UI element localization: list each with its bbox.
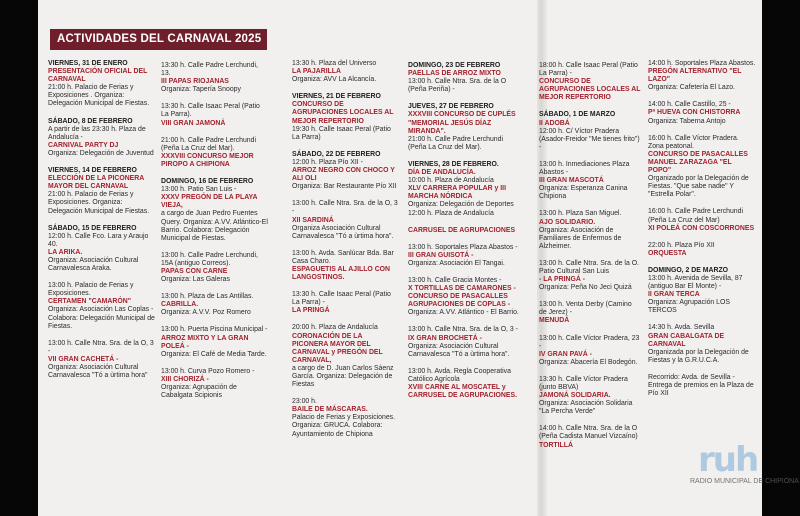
event-date: SÁBADO, 8 DE FEBRERO [48,117,133,125]
event-title: LA ARIKA. [48,248,83,256]
event-entry [408,368,520,400]
event-date: VIERNES, 31 DE ENERO [48,60,128,67]
event-details: 10:00 h. Plaza de Andalucía [408,177,494,185]
event-details: A partir de las 23:30 h. Plaza de Andalucía - [48,125,146,141]
event-details: 21:00 h. Calle Padre Lerchundi (Peña La Cruz del Mar). [161,136,257,152]
event-title: PREGÓN ALTERNATIVO "EL LAZO" [648,68,742,84]
event-date: DOMINGO, 16 DE FEBRERO [161,178,254,186]
event-details: Organiza: Asociación de Familiares de Enfermos de Alzheimer. [539,226,622,250]
event-title: XIII CHORIZÁ - [161,375,209,383]
event-title: IV GRAN PAVÁ - [539,350,592,358]
event-details: 13:00 h. Inmediaciones Plaza Abastos - [539,160,630,177]
event-date: DOMINGO, 23 DE FEBRERO [408,62,501,69]
event-title: XLV CARRERA POPULAR y III MARCHA NÓRDICA [408,185,507,201]
event-details: Palacio de Ferias y Exposiciones. Organiza: GRUCA. Colabora: Ayuntamiento de Chipiona [292,414,396,438]
event-title: XXXVIII CONCURSO MEJOR PIROPO A CHIPIONA [161,152,254,168]
event-title: LA PRINGÁ [292,307,330,315]
event-details: Organiza: Las Galeras [161,276,230,284]
event-entry [539,376,641,416]
station-name: RADIO MUNICIPAL DE CHIPIONA [690,478,799,485]
event-details: 12:00 h. Plaza Pío XII - [292,158,363,166]
event-title: X TORTILLAS DE CAMARONES - CONCURSO DE PASACALLES AGRUPACIONES DE COPLAS - [408,285,516,309]
event-details: Organiza: A.V.V. Poz Romero [161,309,251,317]
event-entry [539,210,641,250]
event-details: 12:00 h. C/ Víctor Pradera (Asador-Freidor "Me tienes frito") - [539,127,640,151]
event-details: Organiza: Taberna Antojo [648,117,726,125]
event-entry [539,62,641,102]
event-date: SÁBADO, 22 DE FEBRERO [292,150,381,158]
event-entry [48,282,155,331]
event-details: 16:00 h. Calle Padre Lerchundi (Peña La Cruz del Mar) [648,208,744,224]
event-title: CONCURSO DE AGRUPACIONES LOCALES AL MEJOR REPERTORIO [292,101,394,125]
event-details: 14:00 h. Calle Ntra. Sra. de la O (Peña Cadista Manuel Vizcaíno) [539,425,638,441]
event-entry [648,101,756,125]
event-details: Organiza: Agrupación LOS TERCOS [648,299,730,315]
event-details: 13:00 h. Plaza de Las Antillas. [161,293,254,301]
event-details: 16:00 h. Calle Víctor Pradera. Zona peatonal. [648,134,739,150]
event-date: JUEVES, 27 DE FEBRERO [408,103,494,111]
event-details: Organiza: A.VV. Atlántico - El Barrio. [408,309,519,317]
event-entry [292,200,400,240]
event-title: ESPAGUETIS AL AJILLO CON LANGOSTINOS. [292,265,391,282]
event-entry [539,335,641,367]
event-entry [292,250,400,282]
event-details: 13:30 h. Calle Padre Lerchundi, 13. [161,62,258,78]
event-details: 14:30 h. Avda. Sevilla [648,324,715,332]
event-entry [292,151,400,191]
program-sheet [38,0,762,516]
event-title: VIII GRAN JAMONÁ [161,119,226,127]
event-title: MENUDÁ [539,317,570,325]
event-date: SÁBADO, 15 DE FEBRERO [48,224,137,232]
event-entry [161,62,269,94]
event-details: 13:00 h. Calle Gracia Montes - [408,276,502,284]
event-details: Organiza: Delegación de Juventud [48,149,154,157]
event-date: SÁBADO, 1 DE MARZO [539,111,616,119]
event-details: 13:00 h. Curva Pozo Romero - [161,367,255,375]
event-entry [408,103,520,152]
column-1 [48,60,155,389]
event-details: 13:00 h. Soportales Plaza Abastos - [408,243,518,251]
event-details: 13:00 h. Calle Ntra. Sra. de la O, 3 - [48,339,154,355]
event-details: 13:30 h. Calle Víctor Pradera (junto BBVA) [539,375,628,391]
column-6 [648,60,756,407]
event-details: 13:00 h. Plaza San Miguel. [539,210,622,218]
column-4 [408,62,520,409]
event-date: DOMINGO, 2 DE MARZO [648,266,729,274]
event-title: GRAN CABALGATA DE CARNAVAL [648,332,725,348]
event-entry [48,167,155,216]
event-details: Organizada por la Delegación de Fiestas y la G.R.U.C.A. [648,348,749,364]
event-title: XI POLEÁ CON COSCORRONES [648,224,755,232]
event-details: Organiza Asociación Cultural Carnavalesca "Tó a ùrtima hora". [292,224,394,240]
event-details: 13:00 h. Calle Ntra. Sra. de la O, 3 - [292,200,398,216]
event-title: AJO SOLIDARIO. [539,218,596,226]
event-title: JAMONÁ SOLIDARIA. [539,392,611,400]
event-entry [648,135,756,200]
event-entry [48,340,155,380]
event-entry [408,227,520,235]
event-details: 13:00 h. Avenida de Sevilla, 87 (antiguo Bar El Monte) - [648,274,743,291]
event-entry [292,291,400,315]
event-details: 14:00 h. Calle Castillo, 25 - [648,101,731,109]
event-title: BAILE DE MÁSCARAS. [292,406,368,414]
event-entry [539,301,641,325]
event-details: Organiza: Tapería Snoopy [161,86,241,94]
event-entry [48,60,155,109]
event-details: 23:00 h. [292,398,317,406]
event-details: Organiza: Asociación El Tangai. [408,259,505,267]
event-title: CARNIVAL PARTY DJ [48,141,119,149]
event-title: PRESENTACIÓN OFICIAL DEL CARNAVAL [48,68,148,84]
program-header: ACTIVIDADES DEL CARNAVAL 2025 [50,29,267,50]
event-entry [539,111,641,151]
event-title: CABRILLA. [161,301,199,309]
station-watermark [690,440,799,500]
event-details: Organiza: Asociación Solidaria "La Percha Verde" [539,400,633,416]
event-details: 20:00 h. Plaza de Andalucía [292,324,378,332]
event-title: ELECCIÓN DE LA PICONERA MAYOR DEL CARNAVAL [48,175,144,191]
event-title: - LA PRINGÁ - [539,276,586,284]
column-5 [539,62,641,459]
event-title: Pª HUEVA CON CHISTORRA [648,109,741,117]
event-entry [648,242,756,258]
event-title: XXXV PREGÓN DE LA PLAYA VIEJA, [161,194,258,210]
event-details: 12:00 h. Calle Fco. Lara y Araujo 40. [48,232,149,248]
event-details: 13:00 h. Avda. Regla Cooperativa Católico Agrícola [408,367,511,383]
event-title: ORQUESTA [648,249,687,257]
event-title: XXXVIII CONCURSO DE CUPLÉS "MEMORIAL JESÚS DÍAZ MIRANDA". [408,111,516,135]
event-title: III PAPAS RIOJANAS [161,78,229,86]
event-entry [648,208,756,232]
station-logo: ruh [698,440,758,480]
event-title: CERTAMEN "CAMARÓN" [48,298,131,306]
event-details: 13:00 h. Palacio de Ferias y Exposiciones. [48,282,134,298]
event-entry [539,260,641,292]
event-entry [161,293,269,317]
event-entry [408,244,520,268]
event-entry [161,252,269,284]
event-details: 21:00 h. Palacio de Ferias y Exposiciones . Organiza: Delegación Municipal de Fiestas. [48,84,150,108]
event-details: Organiza: Esperanza Canina Chipiona [539,185,628,201]
event-details: Organiza: Cafetería El Lazo. [648,84,735,92]
event-title: IX GRAN BROCHETÁ - [408,334,482,342]
event-details: a cargo de Juan Pedro Fuentes Query. Organiza: A.VV. Atlántico-El Barrio. Colabora: Delegación Municipal de Fiestas. [161,210,268,242]
event-entry [648,267,756,316]
event-title: III GRAN MASCOTÁ [539,177,604,185]
event-entry [408,62,520,94]
event-details: 21:00 h. Calle Padre Lerchundi (Peña La Cruz del Mar). [408,135,504,151]
event-title: II GRAN TERCA [648,291,700,299]
event-details: 14:00 h. Soportales Plaza Abastos. [648,60,756,67]
event-entry [48,118,155,158]
event-title: LA PAJARILLA [292,68,341,76]
event-details: Recorrido: Avda. de Sevilla - Entrega de premios en la Plaza de Pío XII [648,373,754,398]
event-details: 13:00 h. Calle Ntra. Sra. de la O, 3 - [408,326,518,334]
event-entry [292,324,400,389]
event-title: ARROZ NEGRO CON CHOCO Y ALI OLI [292,167,395,183]
event-entry [648,324,756,364]
event-entry [161,178,269,243]
event-details: Organiza: Asociación Cultural Carnavalesca Araka. [48,256,139,273]
event-date: VIERNES, 28 DE FEBRERO. [408,160,499,168]
event-date: VIERNES, 14 DE FEBRERO [48,167,137,175]
event-title: II ADOBÁ [539,119,570,127]
event-entry [539,161,641,201]
event-title: CORONACIÓN DE LA PICONERA MAYOR DEL CARNAVAL y PREGÓN DEL CARNAVAL, [292,332,383,364]
event-title: TORTILLÁ [539,441,573,449]
event-entry [161,103,269,127]
event-details: 13:00 h. Calle Padre Lerchundi, 15A (antiguo Correos). [161,251,258,267]
event-details: 13:30 h. Calle Isaac Peral (Patio La Parra) - [292,291,391,307]
event-entry [292,60,400,84]
event-date: VIERNES, 21 DE FEBRERO [292,93,381,101]
event-entry [408,277,520,317]
event-details: 13:00 h. Patio San Luis - [161,186,237,194]
event-details: 13:00 h. Calle Víctor Pradera, 23 - [539,334,640,350]
event-title: CARRUSEL DE AGRUPACIONES [408,226,516,234]
event-details: 13:00 h. Calle Ntra. Sra. de la O. Patio Cultural San Luis [539,259,639,275]
event-entry [648,60,756,92]
event-entry [161,326,269,358]
event-title: PAPAS CON CARNE [161,267,228,275]
event-details: 19:30 h. Calle Isaac Peral (Patio La Parra) [292,125,391,141]
event-details: 18:00 h. Calle Isaac Peral (Patio La Parra) - [539,62,638,78]
event-details: 21:00 h. Palacio de Ferias y Exposiciones. Organiza: Delegación Municipal de Fiestas. [48,191,150,215]
event-entry [292,93,400,142]
event-details: Organiza: El Café de Media Tarde. [161,350,267,358]
event-details: 13:30 h. Plaza del Universo [292,60,377,67]
event-details: 13:00 h. Puerta Piscina Municipal - [161,326,268,334]
event-details: Organiza: Peña No Jeci Quizá [539,284,632,292]
event-details: 13:00 h. Avda. Sanlúcar Bda. Bar Casa Charo. [292,249,394,265]
event-details: Organiza: Agrupación de Cabalgata Scipionis [161,384,237,400]
event-title: DÍA DE ANDALUCÍA. [408,169,476,177]
event-title: PAELLAS DE ARROZ MIXTO [408,70,501,78]
event-title: XII SARDINÁ [292,216,334,224]
event-entry [292,398,400,438]
event-details: Organiza: Asociación Las Coplas - Colabora: Delegación Municipal de Fiestas. [48,306,155,330]
event-details: Organiza: Delegación de Deportes 12:00 h. Plaza de Andalucía [408,201,514,217]
event-title: XVIII CARNE AL MOSCATEL y CARRUSEL DE AGRUPACIONES. [408,384,517,400]
event-details: 22:00 h. Plaza Pío XII [648,241,715,249]
event-title: III GRAN GUISOTÁ - [408,251,474,259]
event-details: Organiza: Asociación Cultural Carnavalesca "Tó a ùrtima hora" [48,364,148,380]
event-entry [48,225,155,274]
event-entry [161,368,269,400]
event-title: CONCURSO DE PASACALLES MANUEL ZARAZAGA "EL POPO" [648,150,748,175]
event-entry [539,425,641,449]
event-entry [161,137,269,169]
event-details: Organiza: AVV La Alcancía. [292,76,377,84]
event-details: 13:00 h. Venta Derby (Camino de Jerez) - [539,301,632,317]
column-2 [161,62,269,409]
event-title: VII GRAN CACHETÁ - [48,355,119,363]
event-details: a cargo de D. Juan Carlos Sáenz García. Organiza: Delegación de Fiestas [292,364,394,389]
event-title: CONCURSO DE AGRUPACIONES LOCALES AL MEJOR REPERTORIO [539,78,641,102]
event-details: Organizado por la Delegación de Fiestas. "Que sabe nadie" Y "Estrella Polar". [648,175,749,199]
column-3 [292,60,400,448]
event-entry [408,161,520,218]
event-entry [408,326,520,358]
event-details: Organiza: Bar Restaurante Pío XII [292,183,397,191]
event-title: ARROZ MIXTO Y LA GRAN POLEÁ - [161,334,249,350]
event-entry [648,374,756,398]
event-details: 13:30 h. Calle Isaac Peral (Patio La Parra). [161,103,260,119]
event-details: Organiza: Abacería El Bodegón. [539,358,638,366]
event-details: 13:00 h. Calle Ntra. Sra. de la O (Peña Periña) - [408,78,507,94]
event-details: Organiza: Asociación Cultural Carnavalesca "Tó a ùrtima hora". [408,342,510,358]
